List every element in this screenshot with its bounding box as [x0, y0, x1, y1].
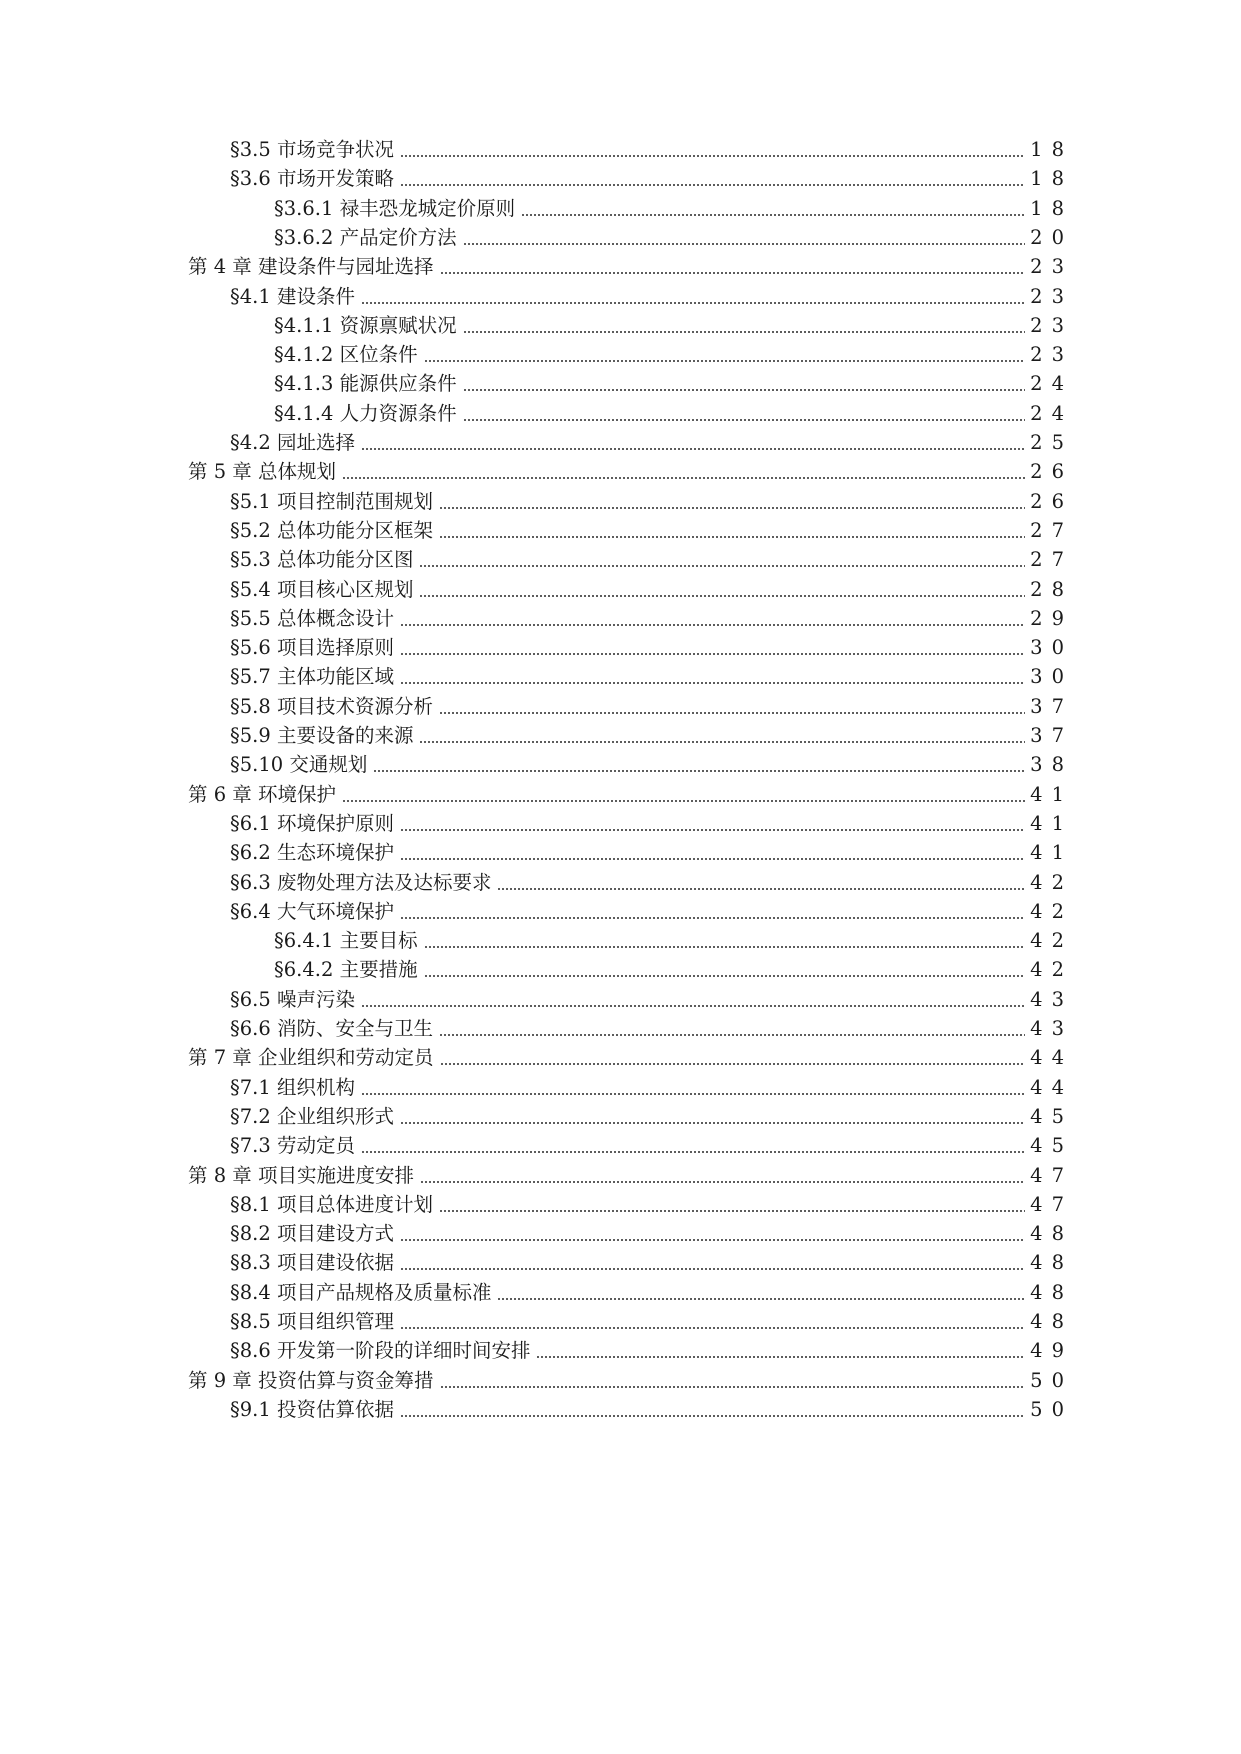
toc-entry-page-number: 23: [1030, 313, 1073, 337]
toc-entry-title: §4.2 园址选择: [230, 431, 355, 454]
dot-leader: [373, 770, 1025, 772]
toc-entry-page-number: 42: [1030, 958, 1073, 982]
toc-entry-page-number: 23: [1030, 284, 1073, 308]
toc-entry-title: §7.3 劳动定员: [230, 1134, 355, 1158]
toc-entry-page-number: 47: [1030, 1163, 1073, 1187]
toc-entry-page-number: 45: [1030, 1104, 1073, 1128]
toc-entry-page-number: 26: [1030, 460, 1073, 484]
dot-leader: [400, 682, 1025, 684]
dot-leader: [424, 946, 1025, 948]
toc-entry[interactable]: [230, 1131, 1073, 1161]
toc-entry-title: §5.10 交通规划: [230, 753, 368, 777]
toc-entry[interactable]: [230, 1336, 1073, 1366]
dot-leader: [439, 1034, 1025, 1036]
toc-entry[interactable]: [188, 1043, 1073, 1073]
dot-leader: [400, 624, 1025, 626]
toc-entry-title: §5.5 总体概念设计: [230, 606, 394, 630]
toc-entry[interactable]: [230, 721, 1073, 751]
toc-entry-page-number: 26: [1030, 489, 1073, 513]
dot-leader: [400, 1122, 1025, 1124]
toc-entry[interactable]: [230, 164, 1073, 194]
toc-entry-title: §5.1 项目控制范围规划: [230, 489, 433, 513]
toc-entry-page-number: 23: [1030, 343, 1073, 367]
toc-entry-title: 第 7 章 企业组织和劳动定员: [188, 1046, 434, 1070]
dot-leader: [400, 184, 1025, 186]
toc-entry-page-number: 37: [1030, 724, 1073, 747]
toc-entry-title: §6.6 消防、安全与卫生: [230, 1017, 433, 1040]
toc-entry[interactable]: [230, 135, 1073, 165]
toc-entry[interactable]: [230, 809, 1073, 839]
toc-entry[interactable]: [274, 340, 1073, 370]
dot-leader: [400, 917, 1025, 919]
dot-leader: [361, 448, 1025, 450]
toc-entry-title: §3.5 市场竞争状况: [230, 138, 394, 161]
toc-entry[interactable]: [274, 223, 1073, 253]
toc-entry-page-number: 29: [1030, 606, 1073, 630]
toc-entry-page-number: 18: [1030, 196, 1073, 220]
toc-entry-page-number: 37: [1030, 694, 1073, 718]
dot-leader: [419, 595, 1025, 597]
toc-entry[interactable]: [274, 369, 1073, 399]
dot-leader: [463, 243, 1025, 245]
toc-entry-title: §3.6.2 产品定价方法: [274, 225, 457, 249]
toc-entry-page-number: 44: [1030, 1075, 1073, 1099]
toc-entry[interactable]: [188, 780, 1073, 810]
toc-entry[interactable]: [188, 1161, 1073, 1191]
dot-leader: [400, 829, 1025, 831]
dot-leader: [463, 389, 1025, 391]
toc-entry-page-number: 20: [1030, 225, 1073, 249]
dot-leader: [400, 653, 1025, 655]
toc-entry-page-number: 25: [1030, 431, 1073, 454]
toc-entry-page-number: 38: [1030, 753, 1073, 777]
toc-entry-page-number: 18: [1030, 167, 1073, 191]
toc-entry-page-number: 48: [1030, 1310, 1073, 1333]
toc-entry-title: §3.6 市场开发策略: [230, 167, 394, 191]
toc-entry-title: §4.1.4 人力资源条件: [274, 401, 457, 425]
toc-entry-page-number: 48: [1030, 1222, 1073, 1246]
toc-entry[interactable]: [230, 985, 1073, 1015]
toc-entry[interactable]: [230, 750, 1073, 780]
toc-entry-page-number: 48: [1030, 1280, 1073, 1304]
toc-entry-title: §5.4 项目核心区规划: [230, 577, 414, 601]
toc-entry-page-number: 27: [1030, 548, 1073, 572]
dot-leader: [400, 1327, 1025, 1329]
toc-entry-title: §6.3 废物处理方法及达标要求: [230, 870, 492, 894]
toc-entry[interactable]: [230, 1395, 1073, 1425]
toc-entry[interactable]: [188, 252, 1073, 282]
toc-entry[interactable]: [230, 282, 1073, 312]
toc-entry-page-number: 48: [1030, 1251, 1073, 1275]
dot-leader: [424, 975, 1025, 977]
dot-leader: [419, 565, 1025, 567]
toc-entry[interactable]: [230, 1190, 1073, 1220]
dot-leader: [439, 507, 1025, 509]
toc-entry-title: 第 9 章 投资估算与资金筹措: [188, 1368, 434, 1392]
dot-leader: [439, 712, 1025, 714]
dot-leader: [361, 302, 1025, 304]
toc-entry-title: §9.1 投资估算依据: [230, 1397, 394, 1421]
toc-entry-page-number: 41: [1030, 782, 1073, 806]
dot-leader: [342, 800, 1025, 802]
toc-entry-title: §6.4.2 主要措施: [274, 958, 418, 982]
toc-entry-title: 第 8 章 项目实施进度安排: [188, 1163, 415, 1187]
toc-entry-title: §6.4.1 主要目标: [274, 929, 418, 953]
dot-leader: [400, 155, 1025, 157]
dot-leader: [497, 1298, 1025, 1300]
toc-entry-title: §3.6.1 禄丰恐龙城定价原则: [274, 196, 516, 220]
toc-entry-title: §8.1 项目总体进度计划: [230, 1192, 433, 1216]
toc-entry[interactable]: [230, 604, 1073, 634]
dot-leader: [463, 331, 1025, 333]
toc-entry-page-number: 42: [1030, 929, 1073, 953]
toc-entry-title: §8.3 项目建设依据: [230, 1251, 394, 1275]
toc-entry[interactable]: [230, 692, 1073, 722]
toc-entry[interactable]: [230, 516, 1073, 546]
toc-entry-title: 第 6 章 环境保护: [188, 782, 337, 806]
dot-leader: [463, 419, 1025, 421]
toc-entry-title: §4.1.2 区位条件: [274, 343, 418, 367]
toc-entry-title: §5.8 项目技术资源分析: [230, 694, 433, 718]
dot-leader: [424, 360, 1025, 362]
toc-entry[interactable]: [188, 1366, 1073, 1396]
dot-leader: [440, 1063, 1025, 1065]
toc-entry[interactable]: [274, 311, 1073, 341]
dot-leader: [361, 1151, 1025, 1153]
toc-entry-title: §8.4 项目产品规格及质量标准: [230, 1280, 492, 1304]
dot-leader: [440, 1386, 1025, 1388]
toc-entry-title: §7.2 企业组织形式: [230, 1104, 394, 1128]
dot-leader: [342, 477, 1025, 479]
toc-entry-page-number: 42: [1030, 870, 1073, 894]
toc-entry-title: §5.7 主体功能区域: [230, 665, 394, 689]
dot-leader: [419, 741, 1025, 743]
dot-leader: [497, 888, 1025, 890]
toc-entry-title: §6.4 大气环境保护: [230, 899, 394, 923]
toc-entry-page-number: 30: [1030, 665, 1073, 689]
toc-entry-title: §5.3 总体功能分区图: [230, 548, 414, 572]
toc-entry-title: 第 5 章 总体规划: [188, 460, 337, 484]
toc-entry-page-number: 23: [1030, 255, 1073, 279]
toc-entry[interactable]: [230, 838, 1073, 868]
toc-entry[interactable]: [230, 575, 1073, 605]
toc-entry-page-number: 43: [1030, 987, 1073, 1011]
toc-entry[interactable]: [230, 1102, 1073, 1132]
toc-entry[interactable]: [230, 487, 1073, 517]
toc-entry[interactable]: [274, 955, 1073, 985]
toc-entry[interactable]: [274, 399, 1073, 429]
toc-entry-page-number: 45: [1030, 1134, 1073, 1158]
toc-entry-page-number: 18: [1030, 138, 1073, 161]
toc-entry-page-number: 30: [1030, 636, 1073, 660]
dot-leader: [439, 536, 1025, 538]
dot-leader: [440, 272, 1025, 274]
toc-entry-title: §4.1.3 能源供应条件: [274, 372, 457, 396]
toc-entry[interactable]: [230, 428, 1073, 458]
toc-entry-page-number: 50: [1030, 1397, 1073, 1421]
toc-entry-title: 第 4 章 建设条件与园址选择: [188, 255, 434, 279]
toc-entry[interactable]: [230, 1219, 1073, 1249]
toc-entry-page-number: 28: [1030, 577, 1073, 601]
toc-entry-page-number: 24: [1030, 401, 1073, 425]
toc-entry[interactable]: [230, 1307, 1073, 1337]
toc-entry[interactable]: [274, 926, 1073, 956]
toc-entry-page-number: 44: [1030, 1046, 1073, 1070]
toc-entry-page-number: 50: [1030, 1368, 1073, 1392]
dot-leader: [361, 1093, 1025, 1095]
toc-entry[interactable]: [230, 545, 1073, 575]
dot-leader: [439, 1210, 1025, 1212]
toc-entry[interactable]: [230, 633, 1073, 663]
toc-entry-title: §6.1 环境保护原则: [230, 811, 394, 835]
dot-leader: [536, 1356, 1025, 1358]
toc-entry-page-number: 41: [1030, 841, 1073, 865]
toc-entry[interactable]: [274, 194, 1073, 224]
toc-entry[interactable]: [230, 1014, 1073, 1044]
toc-entry-page-number: 41: [1030, 811, 1073, 835]
toc-entry-title: §8.6 开发第一阶段的详细时间安排: [230, 1339, 531, 1363]
toc-entry-page-number: 27: [1030, 518, 1073, 542]
toc-entry[interactable]: [230, 1278, 1073, 1308]
toc-entry[interactable]: [230, 662, 1073, 692]
toc-entry-page-number: 24: [1030, 372, 1073, 396]
toc-entry-title: §8.2 项目建设方式: [230, 1222, 394, 1246]
toc-entry-title: §6.2 生态环境保护: [230, 841, 394, 865]
dot-leader: [361, 1005, 1025, 1007]
dot-leader: [400, 1415, 1025, 1417]
dot-leader: [400, 1239, 1025, 1241]
toc-entry[interactable]: [230, 897, 1073, 927]
toc-entry-page-number: 43: [1030, 1017, 1073, 1040]
toc-entry[interactable]: [230, 1073, 1073, 1103]
toc-entry[interactable]: [230, 1248, 1073, 1278]
dot-leader: [400, 858, 1025, 860]
toc-entry-title: §7.1 组织机构: [230, 1075, 355, 1099]
toc-entry-title: §6.5 噪声污染: [230, 987, 355, 1011]
toc-entry-title: §5.9 主要设备的来源: [230, 724, 414, 747]
toc-entry-page-number: 47: [1030, 1192, 1073, 1216]
dot-leader: [400, 1268, 1025, 1270]
dot-leader: [420, 1181, 1025, 1183]
toc-entry-title: §5.6 项目选择原则: [230, 636, 394, 660]
toc-entry-title: §4.1.1 资源禀赋状况: [274, 313, 457, 337]
toc-entry-page-number: 49: [1030, 1339, 1073, 1363]
toc-entry[interactable]: [188, 457, 1073, 487]
toc-entry[interactable]: [230, 868, 1073, 898]
toc-entry-title: §5.2 总体功能分区框架: [230, 518, 433, 542]
toc-entry-page-number: 42: [1030, 899, 1073, 923]
toc-entry-title: §4.1 建设条件: [230, 284, 355, 308]
toc-entry-title: §8.5 项目组织管理: [230, 1310, 394, 1333]
dot-leader: [521, 214, 1025, 216]
